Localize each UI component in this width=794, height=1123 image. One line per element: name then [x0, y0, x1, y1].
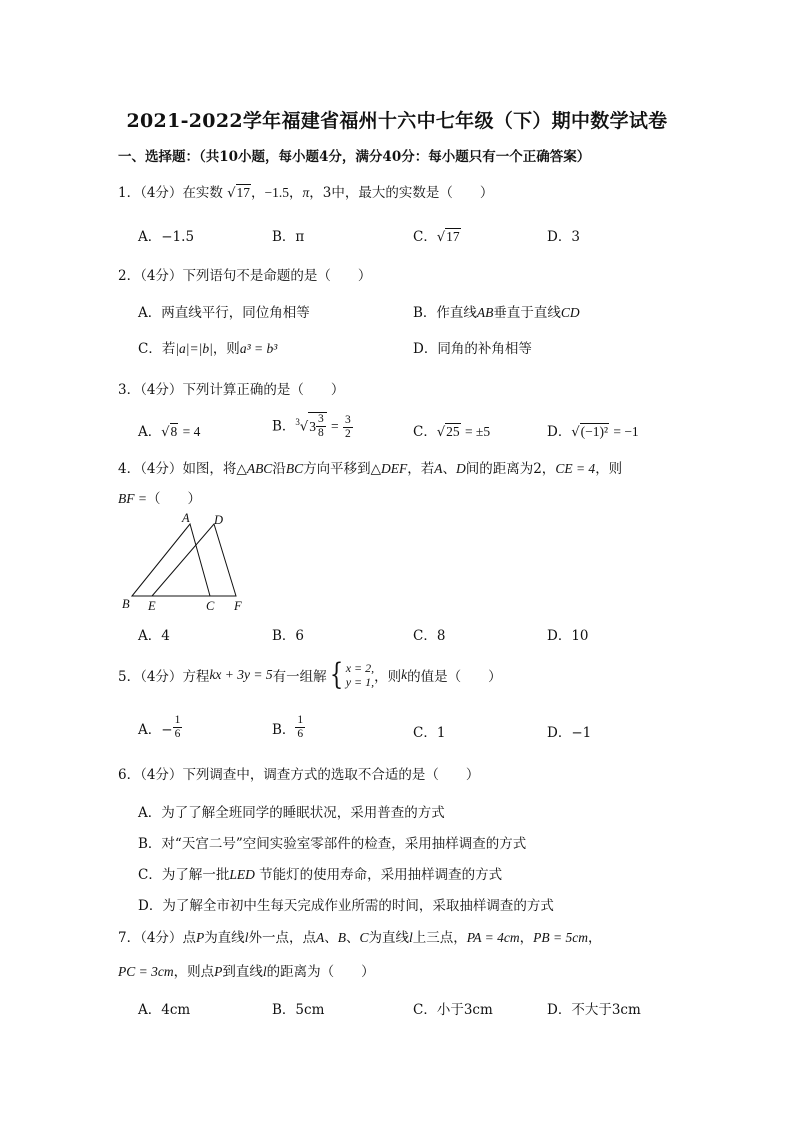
q6-option-b[interactable]: B．对“天宫二号”空间实验室零部件的检查，采用抽样调查的方式 [138, 836, 527, 852]
stem-text: 下列语句不是命题的是（ ） [182, 268, 372, 284]
q5-option-a[interactable] [138, 714, 182, 741]
stem-text: 有一组解 [272, 669, 327, 685]
math-text: = −1 [613, 424, 639, 439]
system-line: x = 2, [345, 661, 375, 675]
q2-option-d[interactable]: D．同角的补角相等 [413, 341, 532, 357]
label-f: F [234, 599, 242, 613]
option-label: A． [138, 424, 162, 440]
math-text: C [359, 930, 369, 945]
frac-num: 1 [174, 714, 181, 726]
stem-text: ，则 [374, 669, 402, 685]
math-text: l [244, 930, 249, 945]
option-text: B．作直线 [413, 305, 477, 321]
question-number: 7．（4分） [118, 930, 183, 946]
stem-text: ，则点 [173, 964, 215, 980]
math-text: A [434, 461, 443, 476]
option-text: C．若 [138, 341, 176, 357]
question-4-stem-line2 [118, 487, 201, 507]
stem-text: ， [587, 930, 602, 946]
frac-den: 6 [174, 728, 181, 740]
mixed-whole: 3 [309, 418, 316, 434]
math-text: kx + 3y = 5 [209, 667, 273, 682]
q4-option-d[interactable]: D．10 [547, 628, 589, 644]
q6-option-c[interactable] [138, 863, 502, 883]
sqrt-icon: √ [571, 425, 580, 440]
question-4-stem [118, 457, 622, 477]
option-text: ，则 [212, 341, 240, 357]
frac-num: 1 [297, 714, 304, 726]
label-d: D [214, 513, 224, 527]
math-text: = 4 [182, 424, 201, 439]
q6-option-d[interactable]: D．为了解全市初中生每天完成作业所需的时间，采取抽样调查的方式 [138, 898, 554, 914]
math-text: LED [229, 867, 255, 882]
option-label: B． [272, 721, 296, 738]
math-text: D [455, 461, 466, 476]
question-7-stem-line2 [118, 960, 375, 980]
option-text: 节能灯的使用寿命，采用抽样调查的方式 [254, 867, 503, 883]
stem-text: ，若 [407, 461, 435, 477]
option-label: A．− [138, 721, 173, 738]
brace-icon: { [329, 657, 343, 692]
radicand: 25 [446, 424, 460, 439]
q1-option-a[interactable]: A．−1.5 [138, 229, 195, 245]
q5-option-d[interactable]: D．−1 [547, 725, 592, 741]
translation-triangle-figure [112, 508, 262, 616]
stem-text: 间的距离为2， [465, 461, 556, 477]
q7-option-c[interactable]: C．小于3cm [413, 1002, 493, 1018]
q5-option-c[interactable]: C．1 [413, 725, 446, 741]
frac-num: 3 [344, 413, 351, 426]
option-label: C． [413, 424, 437, 440]
math-text: l [262, 964, 267, 979]
question-6-stem [118, 763, 479, 783]
stem-text: （ ） [146, 491, 201, 507]
label-c: C [206, 599, 215, 613]
q4-option-a[interactable]: A．4 [138, 628, 170, 644]
radicand: 8 [170, 424, 178, 439]
question-1-stem: 1．（4分）在实数 √17，−1.5，π，3中，最大的实数是（ ） [118, 185, 494, 201]
math-text: CD [560, 305, 580, 320]
math-text: A [315, 930, 325, 945]
question-3-stem [118, 378, 344, 398]
stem-text: 点 [182, 930, 196, 946]
stem-text: 沿 [272, 461, 286, 477]
equation-system [327, 657, 375, 692]
math-text: AB [476, 305, 494, 320]
q4-option-c[interactable]: C．8 [413, 628, 446, 644]
q4-option-b[interactable]: B．6 [272, 628, 305, 644]
question-number: 5．（4分） [118, 669, 183, 685]
option-label: D． [547, 424, 572, 440]
question-number: 3．（4分） [118, 382, 183, 398]
label-e: E [148, 599, 156, 613]
stem-text: 到直线 [222, 964, 263, 980]
math-text: BF = [118, 491, 147, 506]
q1-option-d[interactable]: D．3 [547, 229, 580, 245]
radicand: 17 [446, 229, 460, 244]
value: π [302, 185, 310, 200]
value: −1.5 [264, 185, 290, 200]
math-text: CE = 4 [555, 461, 596, 476]
q1-option-c[interactable] [413, 225, 461, 245]
question-7-stem [118, 926, 601, 946]
sqrt-icon: √ [436, 425, 446, 440]
stem-text: ，则 [595, 461, 623, 477]
stem-text: 在实数 [182, 185, 223, 201]
stem-text: 、 [442, 461, 456, 477]
triangle-def [152, 524, 236, 596]
q3-option-a[interactable] [138, 420, 200, 440]
frac-num: 3 [317, 413, 324, 425]
question-2-stem [118, 264, 371, 284]
q7-option-d[interactable]: D．不大于3cm [547, 1002, 641, 1018]
frac-den: 8 [317, 427, 324, 439]
sqrt-icon: √ [227, 186, 236, 201]
stem-text: 上三点， [412, 930, 467, 946]
stem-text: 、 [345, 930, 360, 946]
stem-text: 外一点，点 [248, 930, 316, 946]
option-text: C．为了解一批 [138, 867, 230, 883]
page-title: 2021-2022学年福建省福州十六中七年级（下）期中数学试卷 [126, 110, 668, 132]
option-label: C． [413, 229, 437, 245]
stem-text: 为直线 [368, 930, 409, 946]
q1-option-b[interactable]: B．π [272, 229, 305, 245]
stem-text: 下列计算正确的是（ ） [182, 382, 345, 398]
math-text: △DEF [370, 461, 408, 476]
math-text: PB = 5cm [533, 930, 588, 945]
stem-text: 如图，将 [182, 461, 237, 477]
math-text: PA = 4cm [466, 930, 520, 945]
stem-text: ， [251, 185, 265, 201]
question-number: 2．（4分） [118, 268, 183, 284]
stem-text: 为直线 [204, 930, 245, 946]
math-text: B [337, 930, 346, 945]
section-heading: 一、选择题：（共10小题，每小题4分，满分40分：每小题只有一个正确答案） [118, 149, 591, 165]
question-5-stem [118, 657, 502, 692]
option-label: B． [272, 418, 296, 435]
q3-option-d[interactable] [547, 420, 639, 440]
stem-text: 方向平移到 [303, 461, 371, 477]
math-text: = [331, 418, 339, 434]
question-number: 6．（4分） [118, 767, 183, 783]
cube-root-icon: √ [299, 419, 309, 435]
label-b: B [122, 597, 130, 611]
q3-option-c[interactable] [413, 420, 490, 440]
q7-option-a[interactable]: A．4cm [138, 1002, 191, 1018]
q2-option-b[interactable] [413, 301, 580, 321]
question-number: 4．（4分） [118, 461, 183, 477]
math-text: k [401, 667, 408, 682]
label-a: A [182, 511, 190, 525]
math-text: P [195, 930, 205, 945]
q7-option-b[interactable]: B．5cm [272, 1002, 325, 1018]
stem-text: ， [519, 930, 534, 946]
question-number: 1．（4分） [118, 185, 183, 201]
stem-text: 的值是（ ） [407, 669, 502, 685]
triangle-abc [132, 524, 210, 596]
sqrt-icon: √ [436, 230, 446, 245]
root-index: 3 [295, 417, 300, 427]
math-text: |a|=|b| [175, 341, 213, 356]
math-text: PC = 3cm [118, 964, 174, 979]
stem-text: 的距离为（ ） [266, 964, 375, 980]
stem-text: 、 [324, 930, 338, 946]
q2-option-a[interactable]: A．两直线平行，同位角相等 [138, 305, 310, 321]
math-text: l [408, 930, 413, 945]
math-text: BC [285, 461, 304, 476]
q2-option-c[interactable] [138, 337, 277, 357]
system-line: y = 1, [345, 675, 375, 689]
frac-den: 2 [344, 427, 351, 440]
radicand: 17 [236, 185, 251, 200]
sqrt-icon: √ [161, 425, 170, 440]
stem-text: ，3中，最大的实数是（ ） [309, 185, 494, 201]
q5-option-b[interactable] [272, 714, 305, 741]
radicand: (−1)² [580, 424, 609, 439]
stem-text: 下列调查中，调查方式的选取不合适的是（ ） [182, 767, 480, 783]
math-text: P [214, 964, 223, 979]
q6-option-a[interactable]: A．为了了解全班同学的睡眠状况，采用普查的方式 [138, 805, 445, 821]
math-text: = ±5 [464, 424, 491, 439]
option-text: 垂直于直线 [493, 305, 561, 321]
stem-text: 方程 [182, 669, 210, 685]
frac-den: 6 [297, 728, 304, 740]
math-text: a³ = b³ [239, 341, 278, 356]
q3-option-b[interactable] [272, 412, 353, 441]
math-text: △ABC [236, 461, 273, 476]
